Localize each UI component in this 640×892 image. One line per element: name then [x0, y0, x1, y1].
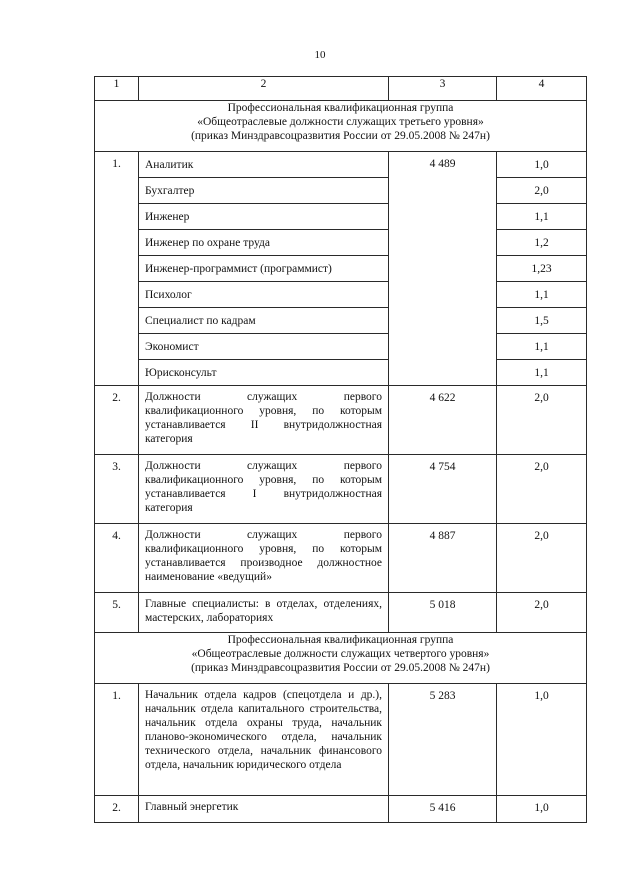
- coefficient-value: 1,0: [497, 684, 587, 796]
- position-name: Должности служащих первого квалификационного уровня, по которым устанавливается I внутридолжностная категория: [139, 455, 389, 524]
- salary-table: [94, 76, 587, 823]
- coefficient-value: 1,23: [497, 256, 586, 282]
- page-number: 10: [314, 49, 326, 61]
- coefficient-value: 2,0: [497, 178, 586, 204]
- coefficient-value: 1,2: [497, 230, 586, 256]
- column-header-1: 1: [95, 77, 139, 101]
- group-header-third-level: [95, 101, 587, 152]
- position-name: Инженер по охране труда: [139, 230, 388, 256]
- coefficient-value: 1,0: [534, 158, 549, 171]
- positions-list: [139, 152, 389, 386]
- position-name: Психолог: [139, 282, 388, 308]
- table-row: [95, 455, 587, 524]
- position-name: Инженер-программист (программист): [139, 256, 388, 282]
- salary-value: 4 489: [389, 152, 497, 386]
- table-row: [95, 796, 587, 823]
- position-name: Экономист: [139, 334, 388, 360]
- group-order: (приказ Минздравсоцразвития России от 29.05.2008 № 247н): [191, 130, 490, 142]
- salary-value: 4 622: [389, 386, 497, 455]
- position-name: Аналитик: [145, 158, 194, 171]
- salary-value: 5 018: [389, 593, 497, 633]
- table-row: [95, 152, 587, 386]
- coefficient-value: 2,0: [497, 524, 587, 593]
- row-number: 4.: [95, 524, 139, 593]
- salary-value: 5 416: [389, 796, 497, 823]
- column-header-2: 2: [139, 77, 389, 101]
- coefficient-value: 1,1: [497, 282, 586, 308]
- column-header-3: 3: [389, 77, 497, 101]
- position-name: Должности служащих первого квалификационного уровня, по которым устанавливается II внутридолжностная категория: [139, 386, 389, 455]
- row-number: 2.: [95, 386, 139, 455]
- coefficient-value: 1,1: [497, 204, 586, 230]
- table-row: [95, 524, 587, 593]
- column-number-row: [95, 77, 587, 101]
- row-number: 5.: [95, 593, 139, 633]
- table-row: [95, 684, 587, 796]
- coefficient-value: 1,0: [497, 796, 587, 823]
- salary-value: 5 283: [389, 684, 497, 796]
- coefficient-value: 2,0: [497, 386, 587, 455]
- row-number: 1.: [95, 152, 139, 386]
- coefficient-value: 2,0: [497, 593, 587, 633]
- salary-value: 4 887: [389, 524, 497, 593]
- position-name: Специалист по кадрам: [139, 308, 388, 334]
- group-header-fourth-level: [95, 633, 587, 684]
- salary-value: 4 754: [389, 455, 497, 524]
- position-name: Юрисконсульт: [139, 360, 388, 386]
- position-name: Инженер: [139, 204, 388, 230]
- group-title: Профессиональная квалификационная группа: [227, 634, 454, 646]
- row-number: 3.: [95, 455, 139, 524]
- table-row: [95, 386, 587, 455]
- position-name: Главный энергетик: [139, 796, 389, 823]
- column-header-4: 4: [497, 77, 587, 101]
- group-order: (приказ Минздравсоцразвития России от 29.05.2008 № 247н): [191, 662, 490, 674]
- coefficient-value: 1,1: [497, 360, 586, 386]
- coefficient-value: 1,5: [497, 308, 586, 334]
- table-row: [95, 593, 587, 633]
- coefficient-value: 2,0: [497, 455, 587, 524]
- position-name: Бухгалтер: [139, 178, 388, 204]
- position-name: Главные специалисты: в отделах, отделениях, мастерских, лабораториях: [139, 593, 389, 633]
- coefficient-value: 1,1: [497, 334, 586, 360]
- group-subtitle: «Общеотраслевые должности служащих четвертого уровня»: [191, 648, 490, 660]
- position-name: Должности служащих первого квалификационного уровня, по которым устанавливается производное должностное наименование «ведущий»: [139, 524, 389, 593]
- position-name: Начальник отдела кадров (спецотдела и др.), начальник отдела капитального строительства, начальник отдела охраны труда, начальник планово-экономического отдела, начальник технического отдела, начальник финансового отдела, начальник юридического отдела: [139, 684, 389, 796]
- group-title: Профессиональная квалификационная группа: [227, 102, 454, 114]
- coefficient-list: [497, 152, 587, 386]
- row-number: 2.: [95, 796, 139, 823]
- row-number: 1.: [95, 684, 139, 796]
- group-subtitle: «Общеотраслевые должности служащих третьего уровня»: [197, 116, 484, 128]
